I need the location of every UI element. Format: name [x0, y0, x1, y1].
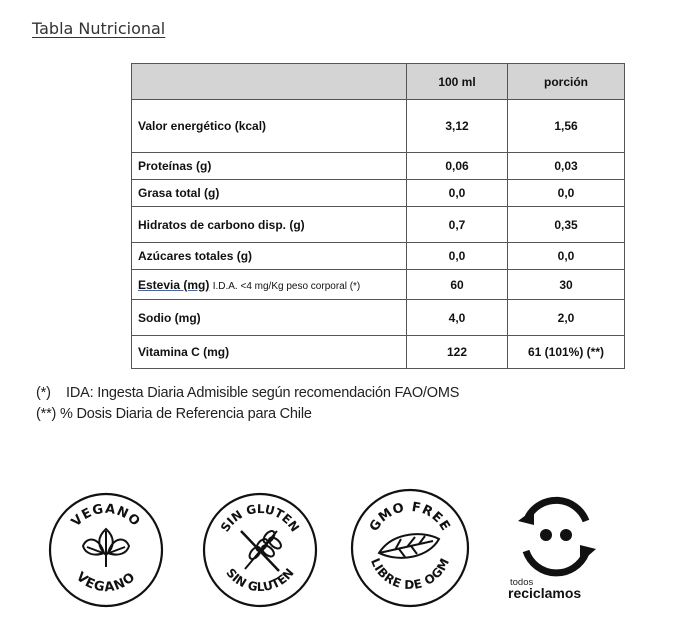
row-label: Valor energético (kcal)	[132, 100, 407, 153]
table-row	[132, 243, 625, 270]
badge-bottom-text: LIBRE DE OGM	[367, 555, 453, 593]
row-portion: 0,0	[508, 243, 625, 270]
row-per100: 0,0	[407, 243, 508, 270]
footnote-mark: (**)	[36, 406, 57, 422]
gmo-free-badge	[349, 487, 471, 609]
row-portion: 30	[508, 270, 625, 300]
badge-bottom-text: SIN GLUTEN	[223, 565, 297, 595]
vegano-badge	[47, 491, 165, 609]
row-label-estevia	[132, 270, 407, 300]
header-portion: porción	[508, 64, 625, 100]
row-per100: 60	[407, 270, 508, 300]
nutrition-table-title-link[interactable]: Tabla Nutricional	[32, 19, 166, 38]
badge-bottom-text: VEGANO	[73, 569, 139, 596]
table-row	[132, 300, 625, 336]
table-row	[132, 100, 625, 153]
row-label: Estevia (mg)	[138, 277, 210, 292]
footnote-text: % Dosis Diaria de Referencia para Chile	[60, 406, 312, 422]
row-label: Grasa total (g)	[132, 180, 407, 207]
row-label: Sodio (mg)	[132, 300, 407, 336]
row-per100: 122	[407, 336, 508, 369]
header-100ml: 100 ml	[407, 64, 508, 100]
footnotes	[36, 383, 459, 425]
sin-gluten-badge	[201, 491, 319, 609]
row-portion: 61 (101%) (**)	[508, 336, 625, 369]
table-row	[132, 153, 625, 180]
footnote	[36, 383, 459, 404]
row-portion: 0,35	[508, 207, 625, 243]
header-blank-cell	[132, 64, 407, 100]
row-label: Proteínas (g)	[132, 153, 407, 180]
recycle-big-text: reciclamos	[508, 585, 582, 601]
row-per100: 3,12	[407, 100, 508, 153]
row-portion: 0,0	[508, 180, 625, 207]
table-row	[132, 207, 625, 243]
footnote-text: IDA: Ingesta Diaria Admisible según recomendación FAO/OMS	[66, 385, 460, 401]
row-portion: 2,0	[508, 300, 625, 336]
row-label: Azúcares totales (g)	[132, 243, 407, 270]
footnote-mark: (*)	[36, 385, 51, 401]
nutrition-table	[131, 63, 625, 369]
row-label-note: I.D.A. <4 mg/Kg peso corporal (*)	[212, 280, 361, 292]
row-portion: 1,56	[508, 100, 625, 153]
table-row	[132, 270, 625, 300]
row-per100: 0,06	[407, 153, 508, 180]
row-label: Vitamina C (mg)	[132, 336, 407, 369]
row-per100: 0,7	[407, 207, 508, 243]
row-label: Hidratos de carbono disp. (g)	[132, 207, 407, 243]
table-row	[132, 336, 625, 369]
footnote	[36, 404, 459, 425]
row-portion: 0,03	[508, 153, 625, 180]
row-per100: 4,0	[407, 300, 508, 336]
badge-top-text: GMO FREE	[366, 499, 454, 535]
recycle-arrows-icon	[508, 495, 604, 579]
table-row	[132, 180, 625, 207]
badge-top-text: SIN GLUTEN	[217, 501, 303, 535]
badge-top-text: VEGANO	[68, 501, 144, 531]
table-header-row	[132, 64, 625, 100]
row-per100: 0,0	[407, 180, 508, 207]
recycle-badge	[508, 495, 604, 605]
recycle-small-text: todos	[510, 577, 534, 588]
